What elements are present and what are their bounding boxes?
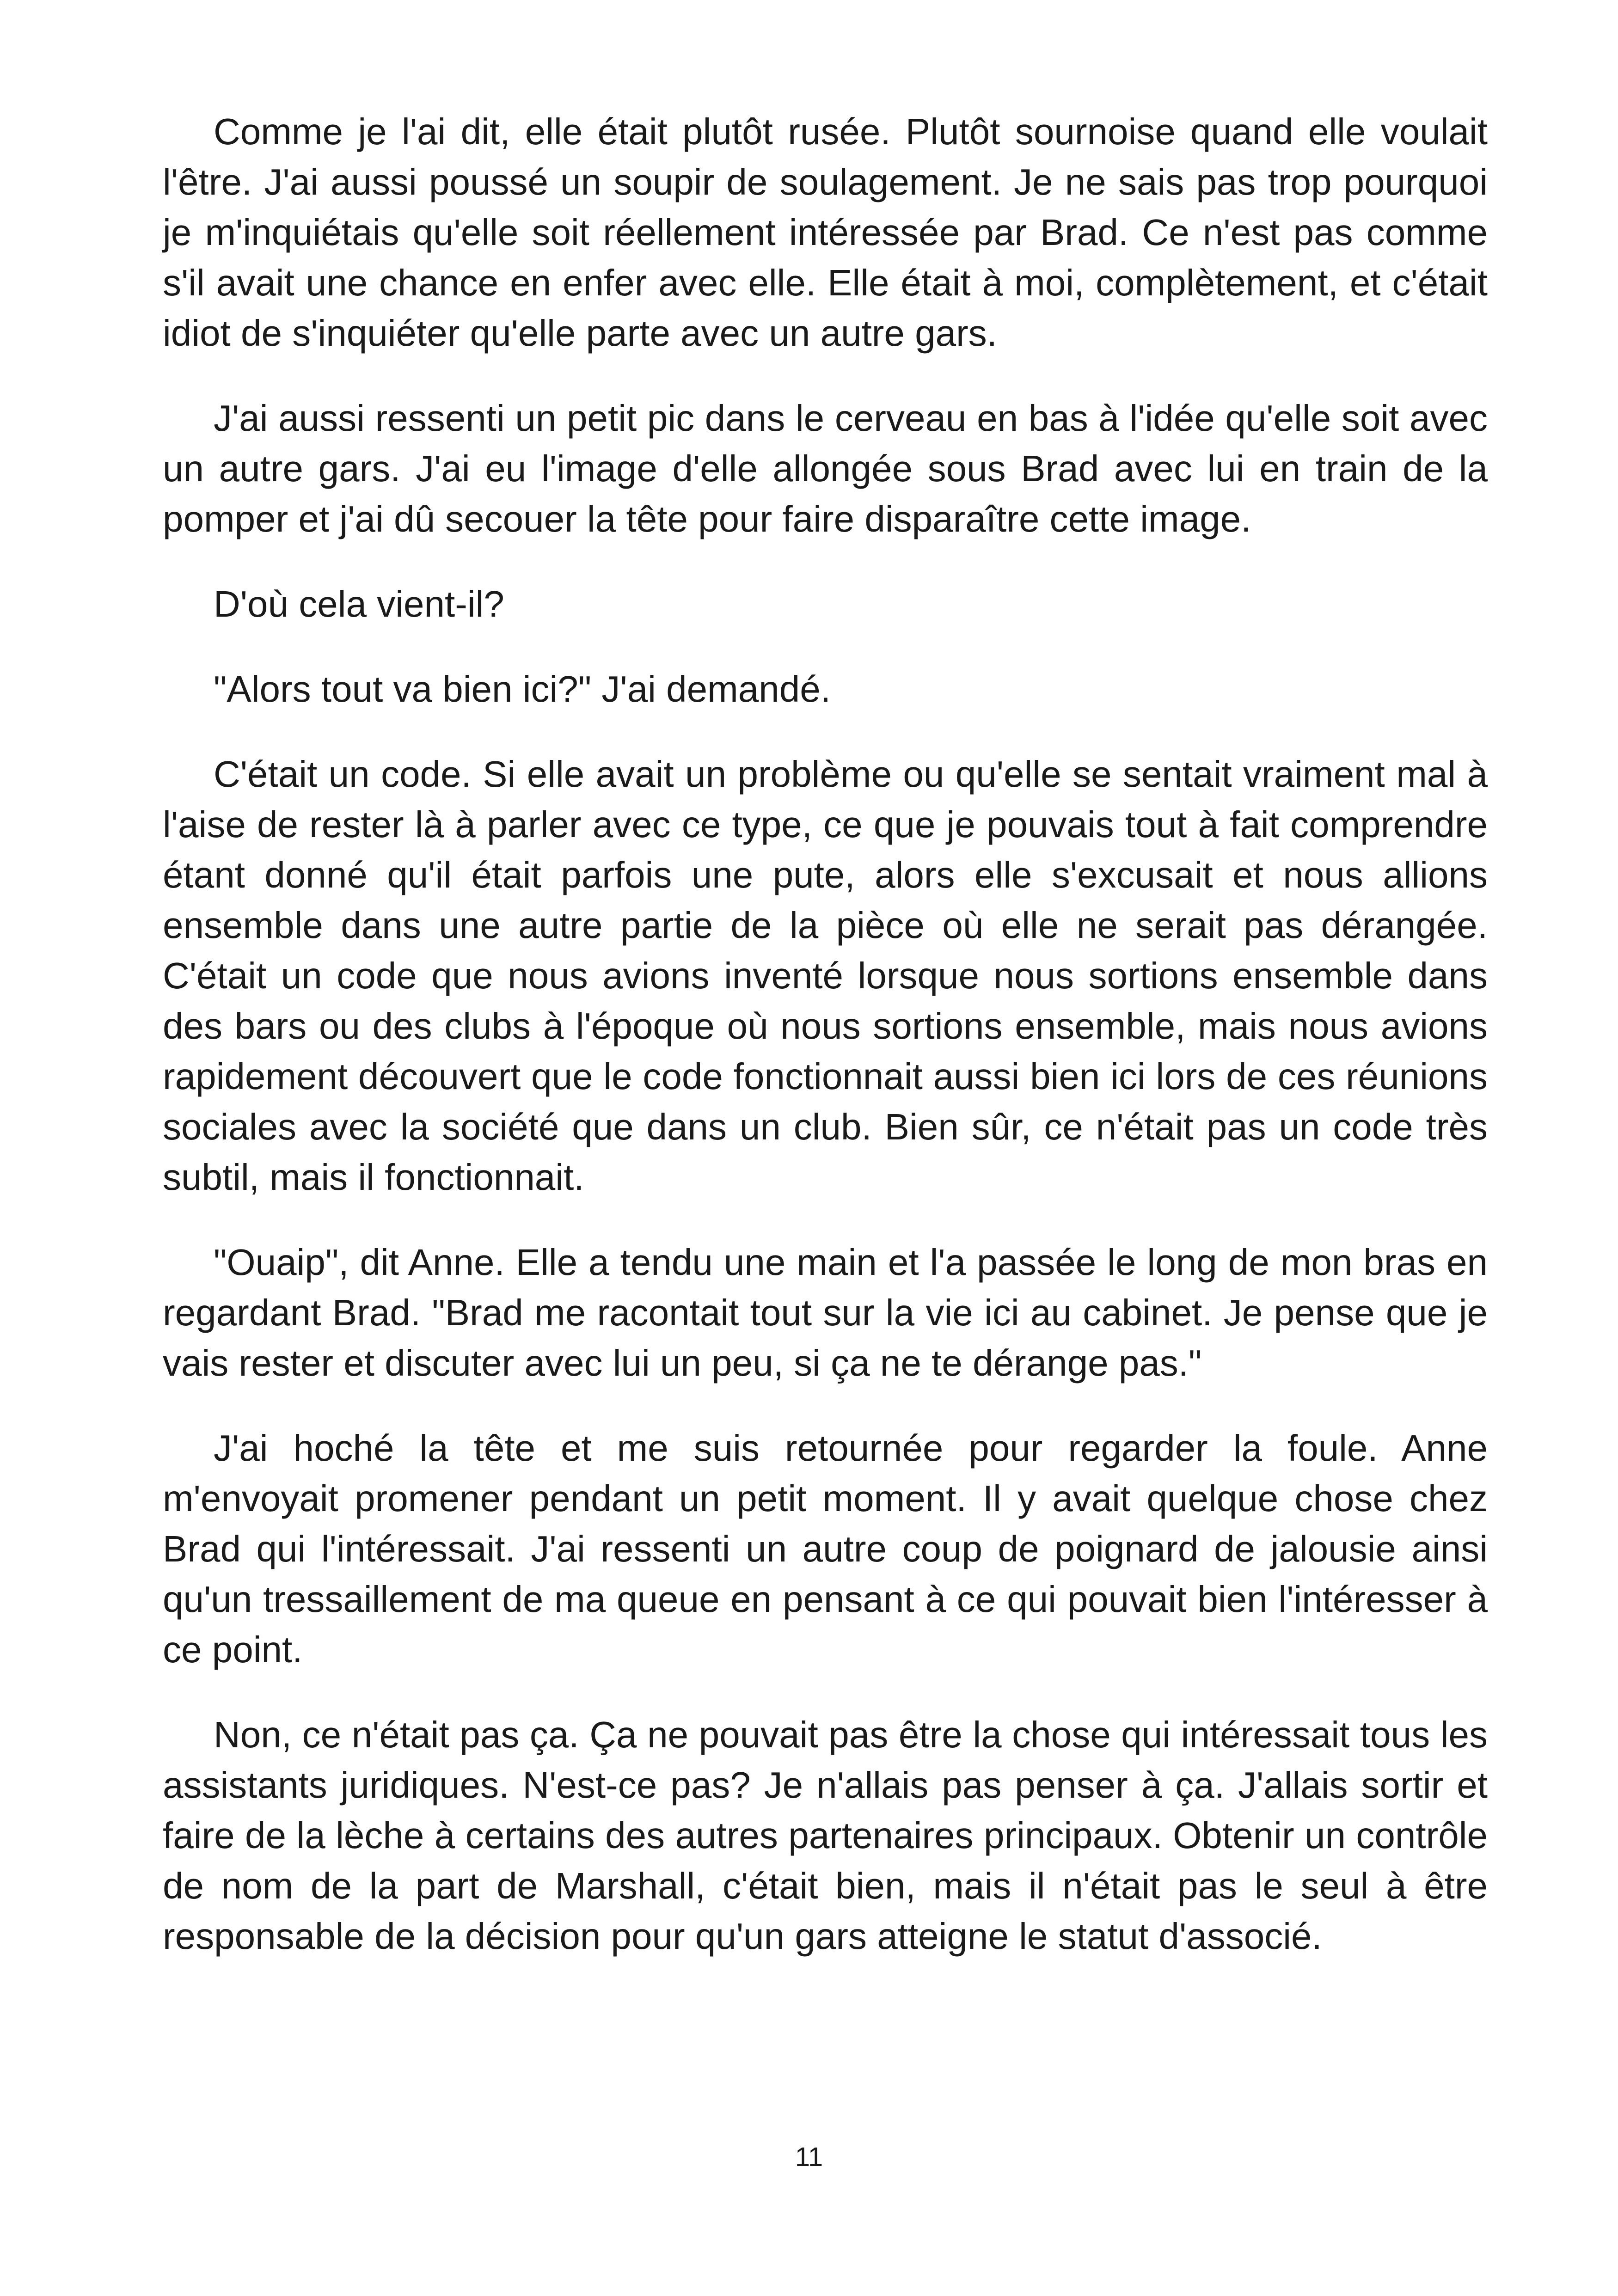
paragraph-4: "Alors tout va bien ici?" J'ai demandé. (214, 668, 831, 710)
paragraph-7: J'ai hoché la tête et me suis retournée pour regarder la foule. Anne m'envoyait promener pendant un petit moment. Il y avait quelque chose chez Brad qui l'intéressait. J'ai ressenti un autre coup de poignard de jalousie ainsi qu'un tressaillement de ma queue en pensant à ce qui pouvait bien l'intéresser à ce point. (163, 1427, 1488, 1670)
paragraph-6: "Ouaip", dit Anne. Elle a tendu une main et l'a passée le long de mon bras en regardant Brad. "Brad me racontait tout sur la vie ici au cabinet. Je pense que je vais rester et discuter avec lui un peu, si ça ne te dérange pas." (163, 1242, 1488, 1384)
paragraph-8: Non, ce n'était pas ça. Ça ne pouvait pas être la chose qui intéressait tous les assistants juridiques. N'est-ce pas? Je n'allais pas penser à ça. J'allais sortir et faire de la lèche à certains des autres partenaires principaux. Obtenir un contrôle de nom de la part de Marshall, c'était bien, mais il n'était pas le seul à être responsable de la décision pour qu'un gars atteigne le statut d'associé. (163, 1714, 1488, 1957)
paragraph-2: J'ai aussi ressenti un petit pic dans le cerveau en bas à l'idée qu'elle soit avec un autre gars. J'ai eu l'image d'elle allongée sous Brad avec lui en train de la pomper et j'ai dû secouer la tête pour faire disparaître cette image. (163, 398, 1488, 539)
page-number: 11 (795, 2142, 823, 2172)
paragraph-3: D'où cela vient-il? (214, 583, 504, 625)
paragraph-1: Comme je l'ai dit, elle était plutôt rusée. Plutôt sournoise quand elle voulait l'être. J'ai aussi poussé un soupir de soulagement. Je ne sais pas trop pourquoi je m'inquiétais qu'elle soit réellement intéressée par Brad. Ce n'est pas comme s'il avait une chance en enfer avec elle. Elle était à moi, complètement, et c'était idiot de s'inquiéter qu'elle parte avec un autre gars. (163, 111, 1488, 354)
body-text (163, 106, 1488, 1996)
paragraph-5: C'était un code. Si elle avait un problème ou qu'elle se sentait vraiment mal à l'aise de rester là à parler avec ce type, ce que je pouvais tout à fait comprendre étant donné qu'il était parfois une pute, alors elle s'excusait et nous allions ensemble dans une autre partie de la pièce où elle ne serait pas dérangée. C'était un code que nous avions inventé lorsque nous sortions ensemble dans des bars ou des clubs à l'époque où nous sortions ensemble, mais nous avions rapidement découvert que le code fonctionnait aussi bien ici lors de ces réunions sociales avec la société que dans un club. Bien sûr, ce n'était pas un code très subtil, mais il fonctionnait. (163, 753, 1488, 1198)
